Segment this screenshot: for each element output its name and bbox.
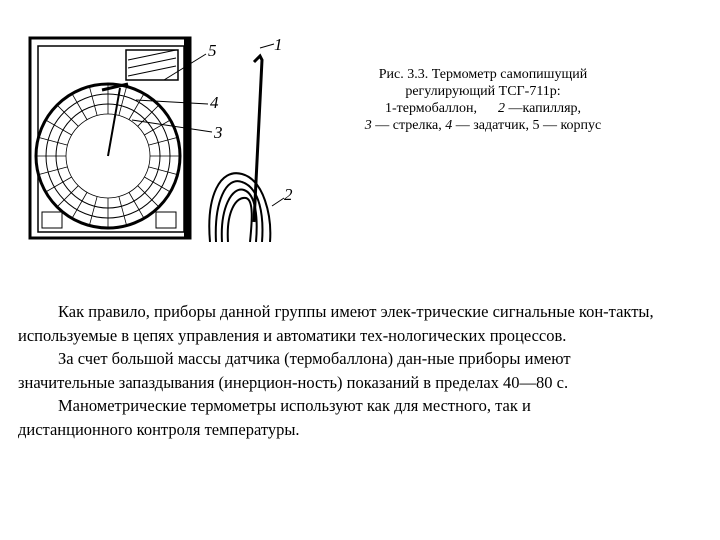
caption-num-2: 2 xyxy=(498,101,506,116)
figure-caption xyxy=(318,66,648,134)
body-text xyxy=(18,300,714,441)
paragraph-2-line-2: значительные запаздывания (инерцион-ность) показаний в пределах 40—80 с. xyxy=(18,372,569,392)
paragraph-3-line-1: Манометрические термометры используют как для местного, так и xyxy=(58,396,531,415)
caption-line-4 xyxy=(318,117,648,134)
callout-2: 2 xyxy=(284,185,293,204)
thermometer-drawing xyxy=(28,36,300,242)
paragraph-1-line-2: используемые в цепях управления и автоматики тех-нологических процессов. xyxy=(18,325,567,345)
paragraph-3-line-2: дистанционного контроля температуры. xyxy=(18,419,300,439)
callout-1: 1 xyxy=(274,36,283,54)
callout-4: 4 xyxy=(210,93,219,112)
caption-item-2: —капилляр, xyxy=(508,101,582,116)
paragraph-2-line-1: За счет большой массы датчика (термобаллона) дан-ные приборы имеют xyxy=(58,349,571,368)
callout-5: 5 xyxy=(208,41,217,60)
callout-3: 3 xyxy=(214,123,223,142)
caption-num-4: 4 xyxy=(445,118,453,133)
paragraph-2 xyxy=(18,347,714,394)
capillary-coil xyxy=(209,173,270,242)
paragraph-3 xyxy=(18,394,714,441)
thermometer-figure xyxy=(28,36,300,242)
caption-line-2: регулирующий ТСГ-711р: xyxy=(405,84,561,99)
paragraph-1 xyxy=(18,300,714,347)
caption-line-1: Рис. 3.3. Термометр самопишущий xyxy=(378,67,588,82)
paragraph-1-line-1: Как правило, приборы данной группы имеют элек-трические сигнальные кон-такты, xyxy=(58,302,654,321)
caption-item-3: — стрелка, xyxy=(375,118,442,133)
caption-item-4: — задатчик, 5 — корпус xyxy=(455,118,602,133)
caption-num-3: 3 xyxy=(364,118,372,133)
caption-line-3 xyxy=(318,100,648,117)
caption-item-1: 1-термобаллон, xyxy=(384,101,478,116)
